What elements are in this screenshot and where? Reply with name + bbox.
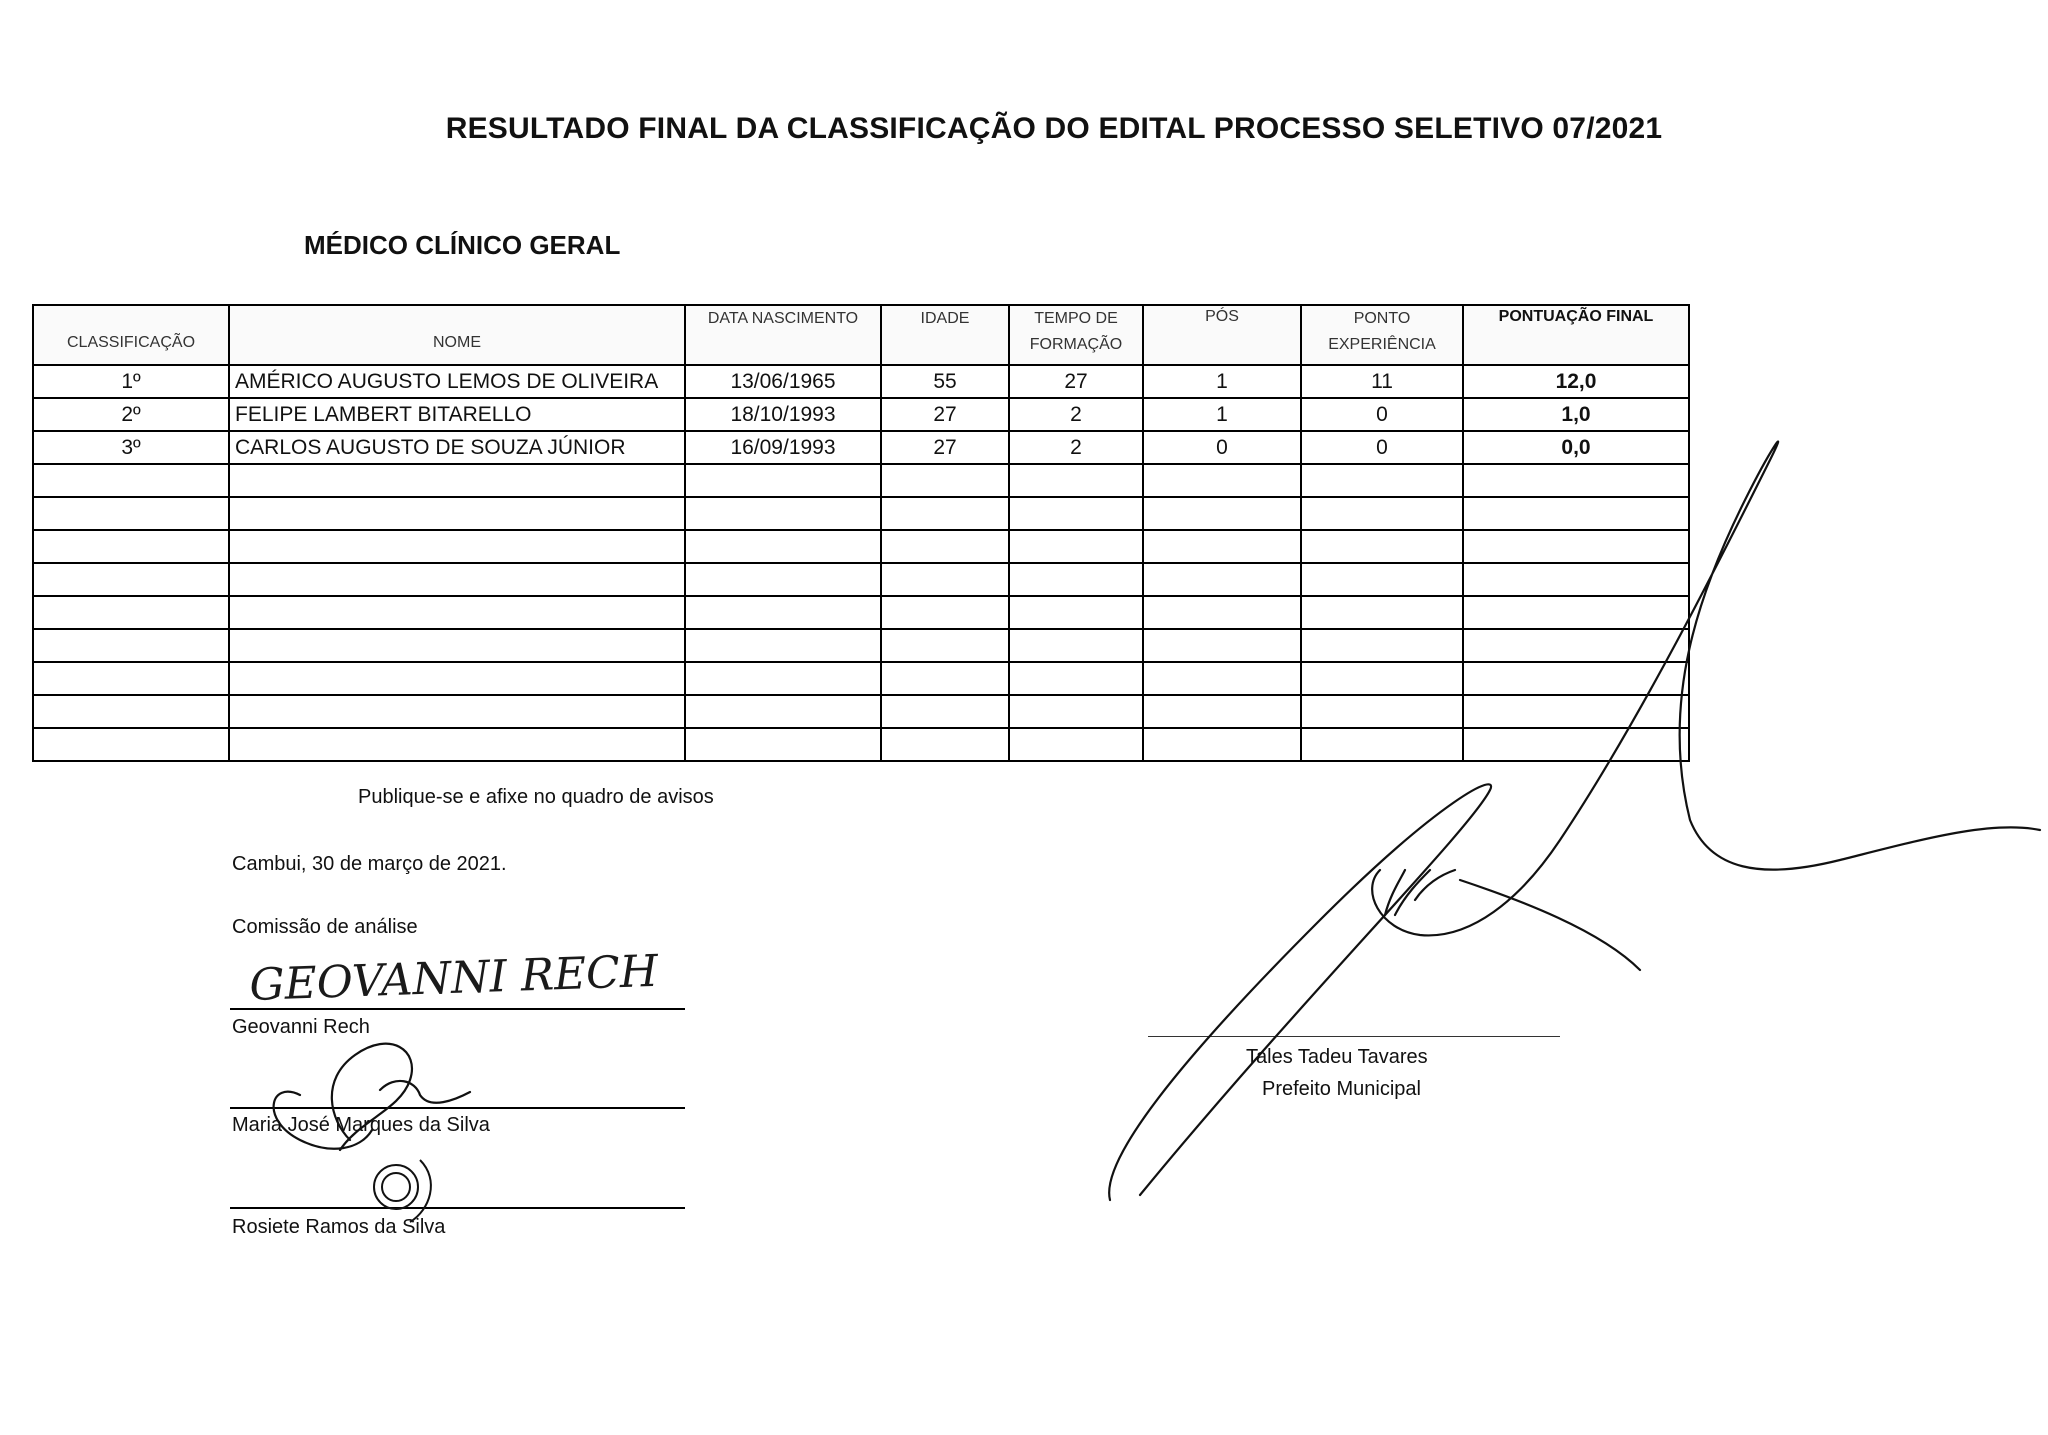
cell-idade: 55 — [881, 365, 1009, 398]
cell-ponto-experiencia: 0 — [1301, 431, 1463, 464]
header-idade: IDADE — [881, 305, 1009, 365]
cell-pos: 0 — [1143, 431, 1301, 464]
cell-pos: 1 — [1143, 398, 1301, 431]
mayor-name: Tales Tadeu Tavares — [1246, 1046, 1428, 1068]
header-classificacao: CLASSIFICAÇÃO — [33, 305, 229, 365]
cell-classificacao: 3º — [33, 431, 229, 464]
position-subtitle: MÉDICO CLÍNICO GERAL — [304, 230, 621, 260]
cell-nome: CARLOS AUGUSTO DE SOUZA JÚNIOR — [229, 431, 685, 464]
header-pontuacao-final: PONTUAÇÃO FINAL — [1463, 305, 1689, 365]
cell-ponto-experiencia: 11 — [1301, 365, 1463, 398]
signatory-1-name: Geovanni Rech — [232, 1016, 370, 1038]
cell-nome: FELIPE LAMBERT BITARELLO — [229, 398, 685, 431]
committee-label: Comissão de análise — [232, 916, 418, 938]
cell-data-nascimento: 13/06/1965 — [685, 365, 881, 398]
cell-tempo-formacao: 2 — [1009, 398, 1143, 431]
cell-pos: 1 — [1143, 365, 1301, 398]
header-data-nascimento: DATA NASCIMENTO — [685, 305, 881, 365]
cell-data-nascimento: 16/09/1993 — [685, 431, 881, 464]
header-nome: NOME — [229, 305, 685, 365]
cell-pontuacao-final: 0,0 — [1463, 431, 1689, 464]
signature-maria — [274, 1044, 470, 1150]
header-tempo-formacao: TEMPO DE FORMAÇÃO — [1009, 305, 1143, 365]
cell-nome: AMÉRICO AUGUSTO LEMOS DE OLIVEIRA — [229, 365, 685, 398]
document-title: RESULTADO FINAL DA CLASSIFICAÇÃO DO EDITAL PROCESSO SELETIVO 07/2021 — [445, 112, 1663, 145]
signatory-2-name: Maria José Marques da Silva — [232, 1114, 490, 1136]
header-pos: PÓS — [1143, 305, 1301, 365]
cell-pontuacao-final: 12,0 — [1463, 365, 1689, 398]
cell-idade: 27 — [881, 398, 1009, 431]
cell-idade: 27 — [881, 431, 1009, 464]
cell-ponto-experiencia: 0 — [1301, 398, 1463, 431]
cell-classificacao: 2º — [33, 398, 229, 431]
signature-mayor — [1109, 441, 2040, 1200]
signatory-3-name: Rosiete Ramos da Silva — [232, 1216, 446, 1238]
cell-classificacao: 1º — [33, 365, 229, 398]
cell-data-nascimento: 18/10/1993 — [685, 398, 881, 431]
cell-pontuacao-final: 1,0 — [1463, 398, 1689, 431]
cell-tempo-formacao: 27 — [1009, 365, 1143, 398]
publish-note: Publique-se e afixe no quadro de avisos — [358, 786, 714, 808]
cell-tempo-formacao: 2 — [1009, 431, 1143, 464]
place-date: Cambui, 30 de março de 2021. — [232, 853, 507, 875]
mayor-title: Prefeito Municipal — [1262, 1078, 1421, 1100]
signature-geovanni-text: GEOVANNI RECH — [248, 945, 659, 1011]
header-ponto-experiencia: PONTO EXPERIÊNCIA — [1301, 305, 1463, 365]
signature-rosiete — [374, 1160, 431, 1222]
signature-geovanni — [249, 946, 661, 1011]
